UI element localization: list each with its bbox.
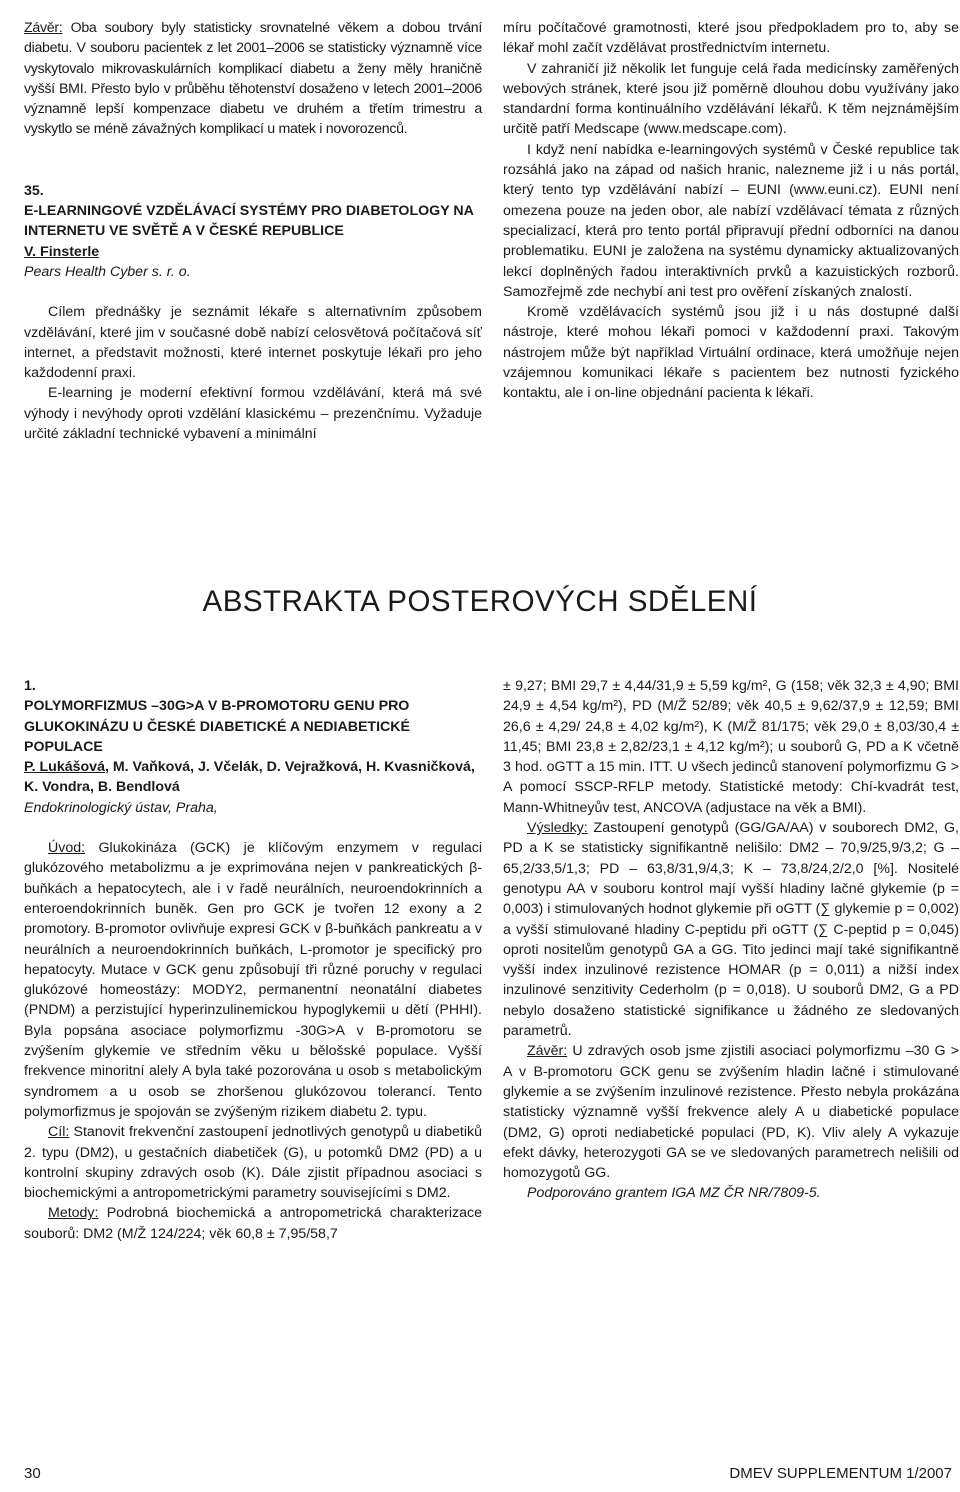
abstract-affiliation: Endokrinologický ústav, Praha, <box>24 799 218 816</box>
abstract-number: 1. <box>24 678 36 694</box>
cil-text: Stanovit frekvenční zastoupení jednotlivých genotypů u diabetiků 2. typu (DM2), u gestačních diabetiček (G), u potomků DM2 (PD) a u kontrolní skupiny zdravých osob (K). Dále zjistit případnou asociaci s biochemickými a antropometrickými parametry souvisejícími s DM2. <box>24 1124 482 1202</box>
body-paragraph: V zahraničí již několik let funguje celá řada medicínsky zaměřených webových stránek, které jsou již poměrně dlouhou dobu využívány jako standardní forma kontinuálního vzdělávání lékařů. K těm nejznámějším určitě patří Medscape (www.medscape.com). <box>503 60 959 138</box>
zaver-paragraph <box>503 1041 959 1183</box>
zaver-label: Závěr: <box>24 20 63 36</box>
cil-paragraph <box>24 1122 482 1203</box>
body-paragraph: E-learning je moderní efektivní formou vzdělávání, která má své výhody i nevýhody oproti vzdělání klasickému – prezenčnímu. Vyžaduje určité základní technické vybavení a minimální <box>24 385 482 443</box>
zaver-label: Závěr: <box>527 1043 568 1060</box>
zaver-text: U zdravých osob jsme zjistili asociaci polymorfizmu –30 G > A v B-promotoru GCK genu se zvýšením hladin lačné i stimulované glykemie a se zvýšením inzulinové rezistence. Přesto nebyla prokázána statisticky významně vyšší frekvence alely A u diabetické populace (DM2, G) oproti nediabetické populaci (PD, K). Vliv alely A vykazuje efekt dávky, heterozygoti GA se ve sledovaných parametrech nelišili od homozygotů GG. <box>503 1043 959 1182</box>
metody-text: Podrobná biochemická a antropometrická charakterizace souborů: DM2 (M/Ž 124/224; věk 60,8 ± 7,95/58,7 <box>24 1205 482 1242</box>
abstract-author: V. Finsterle <box>24 243 100 260</box>
upper-left-column <box>24 18 482 444</box>
body-paragraph: Cílem přednášky je seznámit lékaře s alternativním způsobem vzdělávání, které jim v současné době nabízí celosvětová počítačová síť internet, a představit možnosti, které internet poskytuje lékaři pro jeho každodenní praxi. <box>24 304 482 382</box>
uvod-text: Glukokináza (GCK) je klíčovým enzymem v regulaci glukózového metabolizmu a je exprimována nejen v pankreatických β-buňkách a hepatocytech, ale i v řadě neurálních, neuroendokrinních a enteroendokrinních buněk. Gen pro GCK je tvořen 12 exony a 2 promotory. B-promotor ovlivňuje expresi GCK v β-buňkách pankreatu a v neurálních a neuroendokrinních buňkách, L-promotor je specifický pro hepatocyty. Mutace v GCK genu způsobují tři různé poruchy v regulaci glukózové homeostázy: MODY2, permanentní neonatální diabetes (PNDM) a perzistující hyperinzulinemickou hypoglykemii u dětí (PHHI). Byla popsána asociace polymorfizmu -30G>A v B-promotoru se zvýšením glykemie ve středním věku u bělošské populace. Vyšší frekvence minoritní alely A byla také pozorována u osob s metabolickým syndromem a u osob se zhoršenou glukózovou tolerancí. Tento polymorfizmus je spojován se zvýšeným rizikem diabetu 2. typu. <box>24 840 482 1120</box>
metody-continued: ± 9,27; BMI 29,7 ± 4,44/31,9 ± 5,59 kg/m², G (158; věk 32,3 ± 4,90; BMI 24,9 ± 4,54 kg/m²), PD (M/Ž 52/89; věk 40,5 ± 9,62/37,9 ± 12,59; BMI 26,6 ± 4,29/ 24,8 ± 4,02 kg/m²), K (M/Ž 81/175; věk 29,0 ± 8,03/30,4 ± 11,45; BMI 23,8 ± 2,82/23,1 ± 4,12 kg/m²); u souborů G, PD a K včetně 3 hod. oGTT a 15 min. ITT. U všech jedinců stanovení polymorfizmu G > A pomocí SSCP-RFLP metody. Statistické metody: Chí-kvadrát test, Mann-Whitneyův test, ANCOVA (adjustace na věk a BMI). <box>503 678 959 816</box>
spacer <box>24 818 482 838</box>
spacer <box>24 282 482 302</box>
lower-left-column <box>24 676 482 1244</box>
section-title: ABSTRAKTA POSTEROVÝCH SDĚLENÍ <box>202 585 758 618</box>
abstract-title: E-LEARNINGOVÉ VZDĚLÁVACÍ SYSTÉMY PRO DIABETOLOGY NA INTERNETU VE SVĚTĚ A V ČESKÉ REPUBLICE <box>24 203 474 240</box>
page-number: 30 <box>24 1465 41 1482</box>
spacer <box>24 140 482 181</box>
body-paragraph: míru počítačové gramotnosti, které jsou předpokladem pro to, aby se lékař mohl začít vzdělávat prostřednictvím internetu. <box>503 20 959 57</box>
vysledky-paragraph <box>503 818 959 1041</box>
lower-right-column <box>503 676 959 1204</box>
body-paragraph: I když není nabídka e-learningových systémů v České republice tak rozsáhlá jako na západ od našich hranic, nalezneme již i u nás portál, který tento typ vzdělávání nabízí – EUNI (www.euni.cz). EUNI není omezena pouze na jeden obor, ale nabízí vzdělávací témata z různých specializací, která pro tento portál připravují přední odborníci na danou problematiku. EUNI je založena na systému dynamicky aktualizovaných lekcí doplněných řadou interaktivních prvků a kazuistických rozborů. Samozřejmě zde nechybí ani test pro ověření získaných znalostí. <box>503 141 959 300</box>
upper-right-column <box>503 18 959 404</box>
other-authors: , M. Vaňková, J. Včelák, D. Vejražková, H. Kvasničková, K. Vondra, B. Bendlová <box>24 759 475 796</box>
zaver-text: Oba soubory byly statisticky srovnatelné věkem a dobou trvání diabetu. V souboru pacientek z let 2001–2006 se statisticky významně více vyskytovalo mikrovaskulárních komplikací diabetu a ženy měly hraničně vyšší BMI. Přesto bylo v průběhu těhotenství dosaženo v letech 2001–2006 významně lepší kompenzace diabetu ve druhém a třetím trimestru a vyskytlo se méně závažných komplikací u matek i novorozenců. <box>24 20 482 138</box>
vysledky-text: Zastoupení genotypů (GG/GA/AA) v souborech DM2, G, PD a K se statisticky signifikantně nelišilo: DM2 – 70,9/25,9/3,2; G – 65,2/33,5/1,3; PD – 63,8/31,9/4,3; K – 73,8/24,2/2,0 [%]. Nositelé genotypu AA v souboru kontrol mají vyšší hladiny lačné glykemie (p = 0,003) i stimulovaných hodnot glykemie při oGTT (∑ glykemie p = 0,002) a vyšší stimulované hladiny C-peptidu při oGTT (∑ C-peptid p = 0,045) oproti nositelům genotypů GA a GG. Tito jedinci mají také signifikantně vyšší index inzulinové rezistence HOMAR (p = 0,011) a nižší index inzulinové senzitivity Cederholm (p = 0,018). U souborů DM2, G a PD nebylo dosaženo statistické signifikance u žádného ze sledovaných parametrů. <box>503 820 959 1040</box>
metody-label: Metody: <box>48 1205 99 1222</box>
metody-paragraph <box>24 1203 482 1244</box>
uvod-paragraph <box>24 838 482 1122</box>
abstract-authors <box>24 757 482 798</box>
zaver-paragraph <box>24 18 482 140</box>
abstract-affiliation: Pears Health Cyber s. r. o. <box>24 263 191 280</box>
grant-note: Podporováno grantem IGA MZ ČR NR/7809-5. <box>527 1185 821 1202</box>
abstract-number: 35. <box>24 182 44 199</box>
first-author: P. Lukášová <box>24 759 105 776</box>
journal-name: DMEV SUPPLEMENTUM 1/2007 <box>729 1465 952 1482</box>
vysledky-label: Výsledky: <box>527 820 588 837</box>
abstract-title: POLYMORFIZMUS –30G>A V B-PROMOTORU GENU PRO GLUKOKINÁZU U ČESKÉ DIABETICKÉ A NEDIABETICKÉ POPULACE <box>24 698 410 755</box>
body-paragraph: Kromě vzdělávacích systémů jsou již i u nás dostupné další nástroje, které mohou lékaři pomoci v každodenní praxi. Takovým nástrojem může být například Virtuální ordinace, která umožňuje nejen vzájemnou komunikaci lékaře s pacientem bez nutnosti fyzického kontaktu, ale i on-line objednání pacienta k lékaři. <box>503 304 959 402</box>
cil-label: Cíl: <box>48 1124 70 1141</box>
uvod-label: Úvod: <box>48 840 86 857</box>
